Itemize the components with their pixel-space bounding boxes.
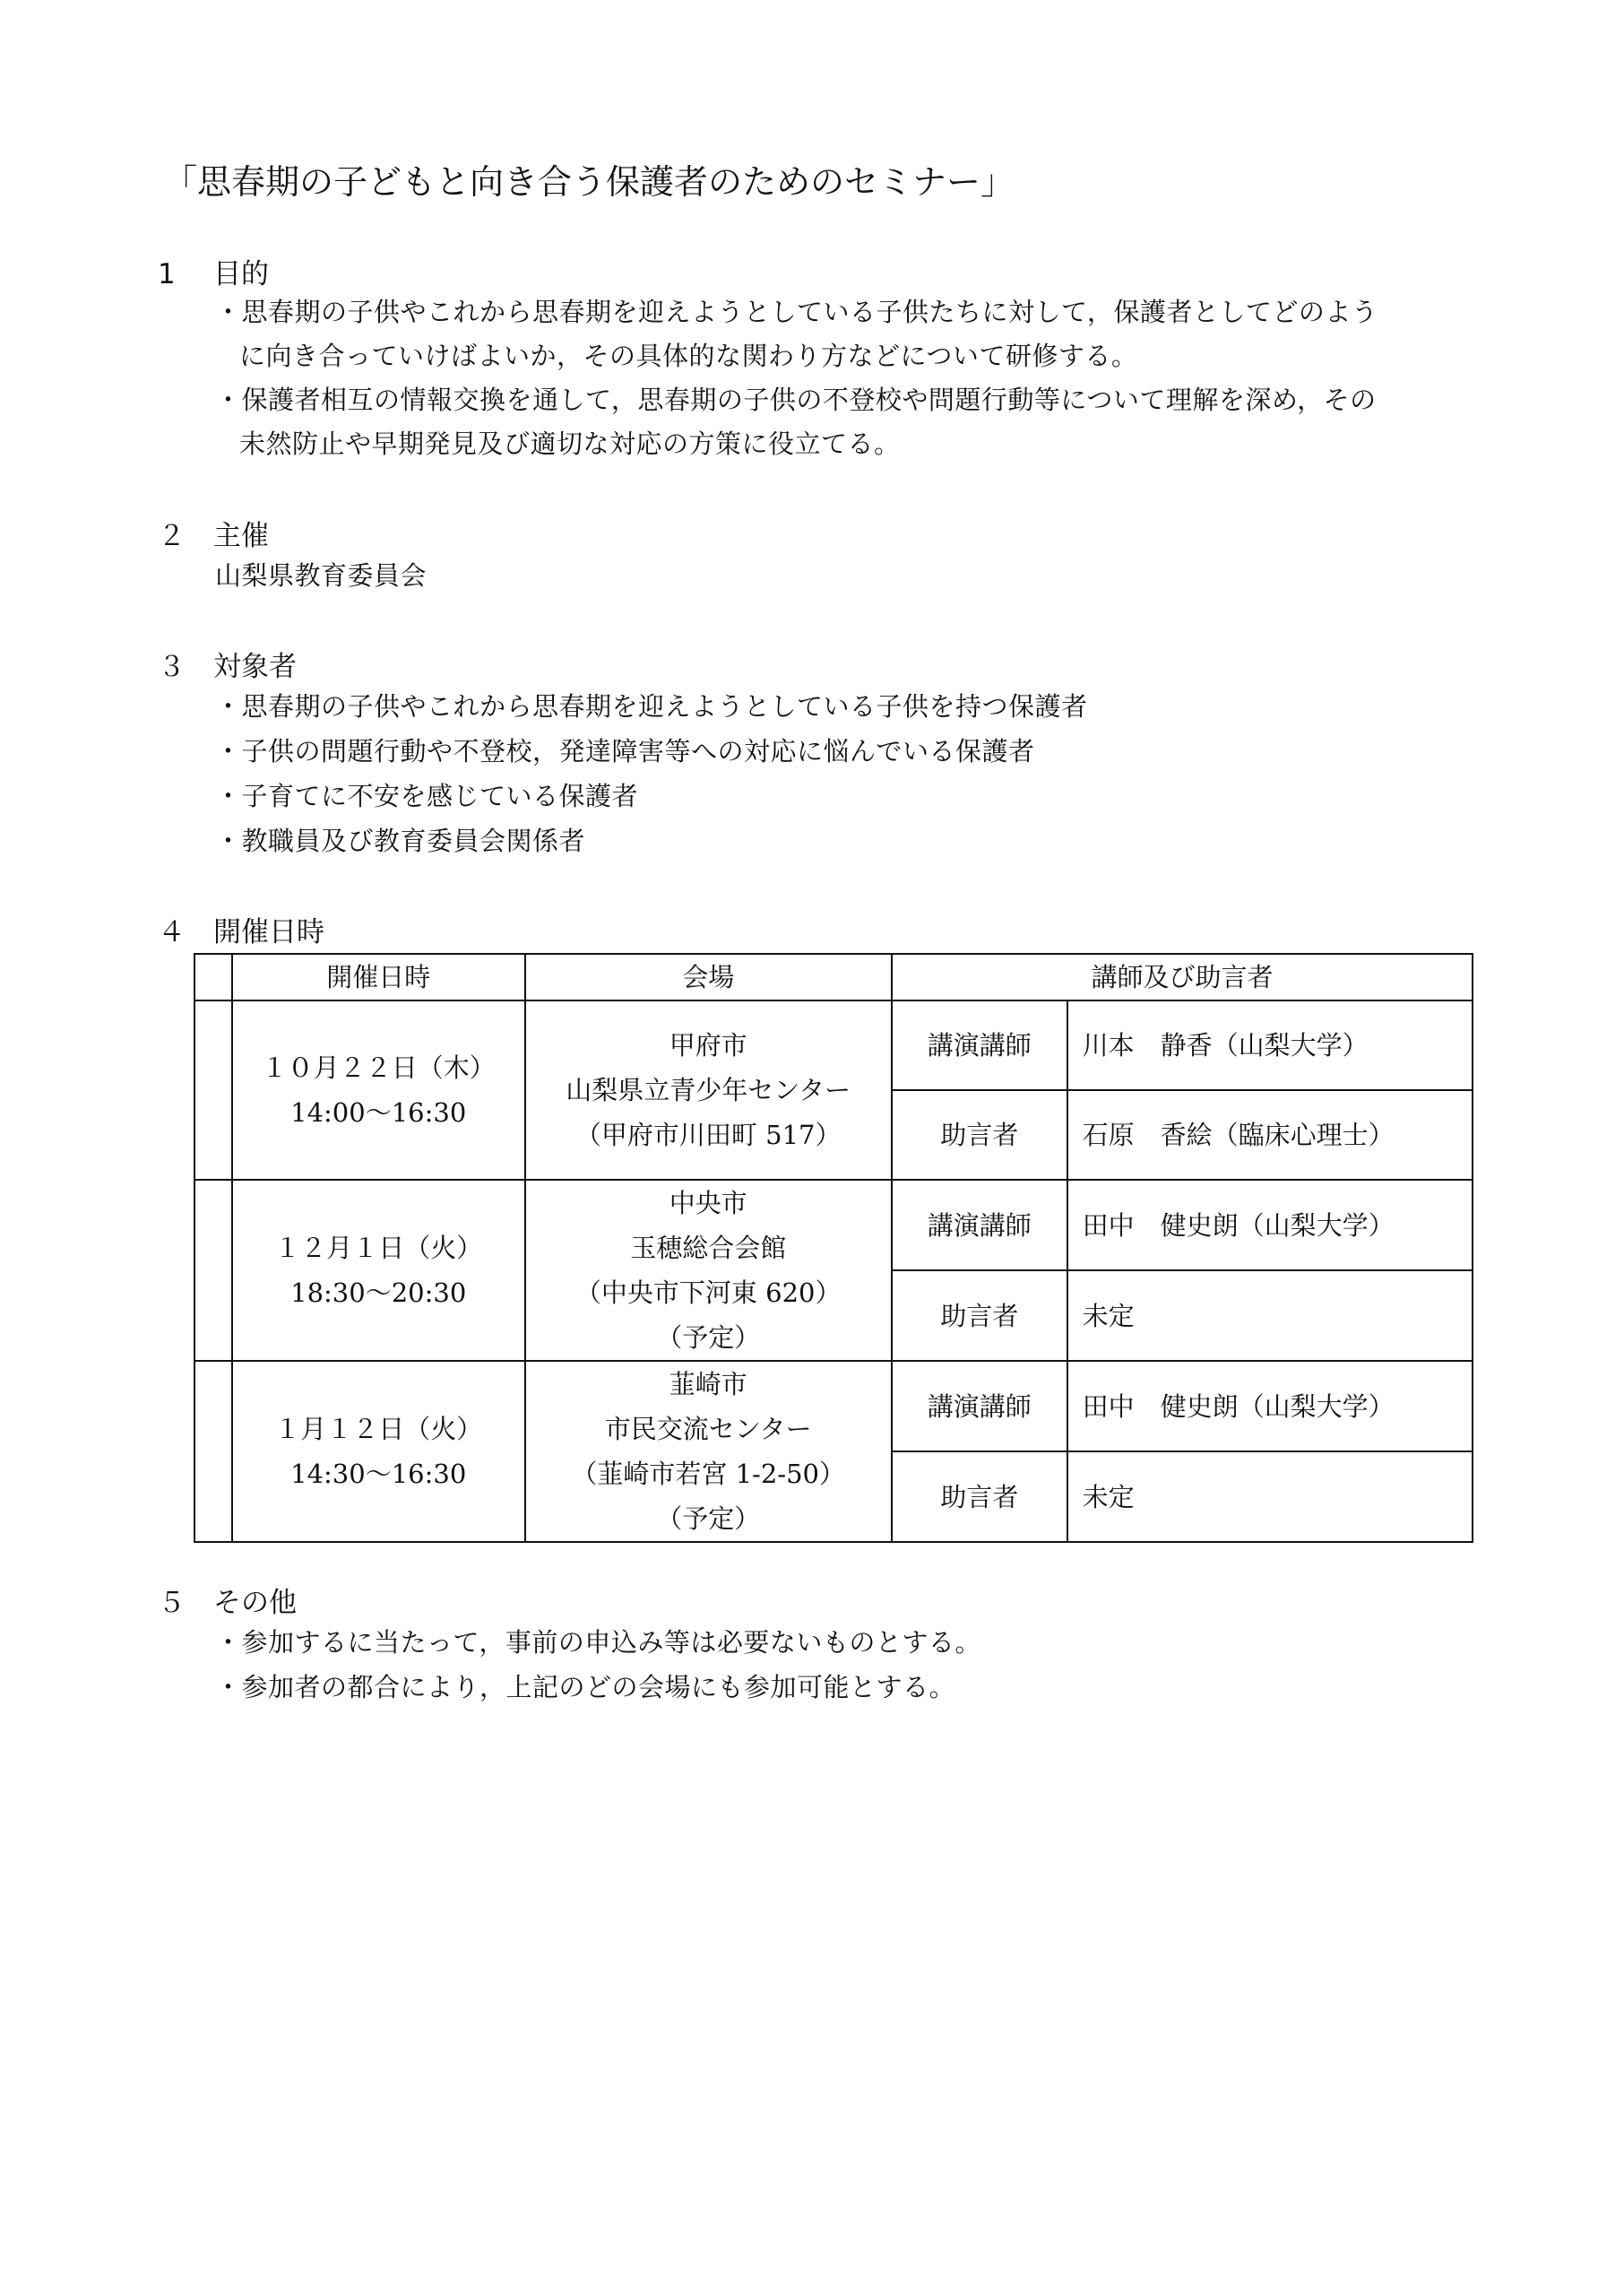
section-4-title: 開催日時 xyxy=(213,916,324,948)
table-header-speakers: 講師及び助言者 xyxy=(892,954,1473,1000)
table-row xyxy=(194,1000,1473,1090)
advisor-role: 助言者 xyxy=(892,1090,1067,1180)
section-5-heading xyxy=(158,1580,297,1620)
venue-city: 韮崎市 xyxy=(669,1369,747,1399)
lecturer-role: 講演講師 xyxy=(892,1180,1067,1270)
section-5-number: ５ xyxy=(158,1587,186,1619)
venue-cell xyxy=(525,1000,892,1180)
session-date: １２月１日（火） xyxy=(274,1233,483,1263)
venue-cell xyxy=(525,1361,892,1542)
venue-city: 甲府市 xyxy=(669,1030,747,1061)
section-1-number: 1 xyxy=(158,258,176,290)
section-1-line-4: 未然防止や早期発見及び適切な対応の方策に役立てる。 xyxy=(239,429,901,459)
session-date: １月１２日（火） xyxy=(274,1414,483,1444)
venue-cell xyxy=(525,1180,892,1361)
table-header-datetime: 開催日時 xyxy=(232,954,525,1000)
section-2-line-1: 山梨県教育委員会 xyxy=(215,560,428,591)
table-row xyxy=(194,1361,1473,1451)
datetime-cell xyxy=(232,1361,525,1542)
datetime-cell xyxy=(232,1180,525,1361)
section-1-line-1: ・思春期の子供やこれから思春期を迎えようとしている子供たちに対して，保護者としてどのよう xyxy=(215,297,1378,327)
advisor-name: 石原 香絵（臨床心理士） xyxy=(1067,1090,1473,1180)
venue-address: （韮崎市若宮 1-2-50） xyxy=(571,1459,846,1489)
section-2-heading xyxy=(158,513,269,553)
section-1-line-3: ・保護者相互の情報交換を通して，思春期の子供の不登校や問題行動等について理解を深め，その xyxy=(215,385,1377,415)
section-3-line-2: ・子供の問題行動や不登校，発達障害等への対応に悩んでいる保護者 xyxy=(215,736,1035,766)
table-header-blank xyxy=(194,954,232,1000)
lecturer-name: 田中 健史朗（山梨大学） xyxy=(1067,1180,1473,1270)
section-3-line-1: ・思春期の子供やこれから思春期を迎えようとしている子供を持つ保護者 xyxy=(215,691,1088,722)
advisor-name: 未定 xyxy=(1067,1270,1473,1361)
venue-note: （予定） xyxy=(656,1322,761,1353)
venue-address: （中央市下河東 620） xyxy=(574,1277,842,1308)
section-1-line-2: に向き合っていけばよいか，その具体的な関わり方などについて研修する。 xyxy=(239,341,1138,371)
lecturer-role: 講演講師 xyxy=(892,1361,1067,1451)
table-row xyxy=(194,1180,1473,1270)
schedule-table xyxy=(194,953,1473,1543)
section-2-title: 主催 xyxy=(213,520,269,552)
session-time: 18:30～20:30 xyxy=(290,1277,467,1308)
section-2-number: ２ xyxy=(158,520,186,552)
table-header-venue: 会場 xyxy=(525,954,892,1000)
section-3-heading xyxy=(158,644,297,684)
lecturer-name: 田中 健史朗（山梨大学） xyxy=(1067,1361,1473,1451)
table-header-row xyxy=(194,954,1473,1000)
section-4-heading xyxy=(158,909,324,949)
section-3-number: ３ xyxy=(158,651,186,683)
session-date: １０月２２日（木） xyxy=(261,1052,496,1083)
row-marker-cell xyxy=(194,1000,232,1180)
section-1-title: 目的 xyxy=(213,258,269,290)
datetime-cell xyxy=(232,1000,525,1180)
lecturer-name: 川本 静香（山梨大学） xyxy=(1067,1000,1473,1090)
venue-name: 玉穂総合会館 xyxy=(630,1233,787,1263)
section-5-title: その他 xyxy=(213,1587,297,1619)
section-5-line-2: ・参加者の都合により，上記のどの会場にも参加可能とする。 xyxy=(215,1672,956,1702)
lecturer-role: 講演講師 xyxy=(892,1000,1067,1090)
section-5-line-1: ・参加するに当たって，事前の申込み等は必要ないものとする。 xyxy=(215,1627,981,1658)
advisor-name: 未定 xyxy=(1067,1451,1473,1542)
venue-city: 中央市 xyxy=(669,1188,747,1218)
venue-name: 山梨県立青少年センター xyxy=(566,1075,851,1105)
document-title: 「思春期の子どもと向き合う保護者のためのセミナー」 xyxy=(163,162,1015,202)
section-1-heading xyxy=(158,251,269,291)
venue-name: 市民交流センター xyxy=(604,1414,812,1444)
row-marker-cell xyxy=(194,1361,232,1542)
section-3-title: 対象者 xyxy=(213,651,297,683)
session-time: 14:00～16:30 xyxy=(290,1097,467,1128)
section-3-line-3: ・子育てに不安を感じている保護者 xyxy=(215,781,639,811)
venue-note: （予定） xyxy=(656,1503,761,1534)
section-4-number: ４ xyxy=(158,916,186,948)
advisor-role: 助言者 xyxy=(892,1451,1067,1542)
advisor-role: 助言者 xyxy=(892,1270,1067,1361)
session-time: 14:30～16:30 xyxy=(290,1459,467,1489)
row-marker-cell xyxy=(194,1180,232,1361)
venue-address: （甲府市川田町 517） xyxy=(574,1120,842,1150)
section-3-line-4: ・教職員及び教育委員会関係者 xyxy=(215,826,586,856)
